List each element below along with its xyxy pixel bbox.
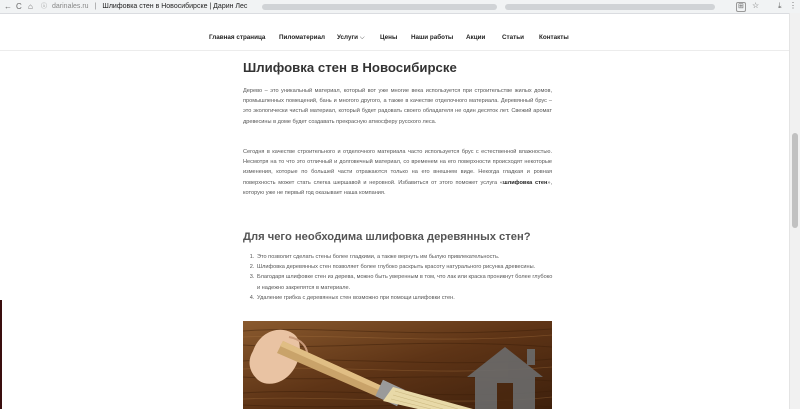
section-heading: Для чего необходима шлифовка деревянных стен? [243, 231, 531, 243]
download-icon[interactable]: ⤓ [778, 1, 782, 10]
nav-item-services-label: Услуги [337, 34, 358, 41]
page-title: Шлифовка стен в Новосибирске [243, 60, 457, 75]
left-edge-strip [0, 300, 2, 409]
nav-item-articles[interactable]: Статьи [502, 34, 524, 41]
nav-item-our-works[interactable]: Наши работы [411, 34, 454, 41]
blurred-tab-strip-2 [505, 4, 715, 10]
page-tab-title: Шлифовка стен в Новосибирске | Дарин Лес [102, 3, 248, 10]
star-icon[interactable]: ☆ [752, 1, 760, 10]
nav-item-home[interactable]: Главная страница [209, 34, 266, 41]
blurred-tab-strip [262, 4, 497, 10]
scrollbar-thumb[interactable] [792, 133, 798, 228]
home-icon[interactable]: ⌂ [28, 2, 33, 11]
list-item: 3. Благодаря шлифовке стен из дерева, можно быть уверенным в том, что лак или краска проникнут более глубоко и надежно закрепятся в материале. [256, 272, 556, 292]
extension-icon[interactable]: ⊞ [738, 3, 744, 10]
address-bar[interactable] [52, 2, 247, 11]
menu-icon[interactable]: ⋮ [789, 1, 797, 10]
chevron-down-icon: ⌵ [359, 34, 365, 41]
site-info-icon[interactable]: ⓘ [41, 4, 48, 10]
paragraph-2-text-end: », которую уже не первый год оказывает наша компания. [243, 179, 552, 196]
benefits-list [243, 252, 556, 303]
page-scrollbar[interactable] [789, 13, 800, 409]
service-link-text: шлифовка стен [503, 179, 548, 186]
url-separator: | [94, 3, 97, 10]
nav-item-lumber[interactable]: Пиломатериал [279, 34, 325, 41]
url-domain: darinales.ru [52, 3, 89, 10]
list-item: 4. Удаление грибка с деревянных стен возможно при помощи шлифовки стен. [256, 293, 556, 303]
nav-item-prices[interactable]: Цены [380, 34, 398, 41]
article-paragraph-1: Дерево – это уникальный материал, который вот уже многие века используется при строительстве жилых домов, промышленных помещений, бань и многого другого, а также в качестве отделочного материала. Деревянный брус – это экологически чистый материал, который будет радовать своего обладателя не один десяток лет. Свежий аромат древесины в доме будет создавать прекрасную атмосферу русского леса. [243, 88, 552, 125]
paragraph-2-text: Сегодня в качестве строительного и отделочного материала часто используется брус с естественной влажностью. Несмотря на то что это отличный и долговечный материал, со временем на его поверхности происходят некоторые изменения, которые по большей части отражаются только на его внешнем виде. Некогда гладкая и ровная поверхность может стать слегка шершавой и неровной. Избавиться от этого поможет услуга « [243, 149, 552, 186]
list-item: 1. Это позволит сделать стены более гладкими, а также вернуть им былую привлекательность. [256, 252, 556, 262]
nav-item-services[interactable] [337, 34, 364, 42]
browser-toolbar [0, 0, 800, 14]
article-paragraph-2 [243, 147, 552, 198]
list-item: 2. Шлифовка деревянных стен позволяет более глубоко раскрыть красоту натурального рисунка древесины. [256, 262, 556, 272]
nav-item-promotions[interactable]: Акции [466, 34, 486, 41]
reload-icon[interactable]: C [16, 2, 22, 11]
nav-item-contacts[interactable]: Контакты [539, 34, 569, 41]
wood-brush-image [243, 321, 552, 409]
site-navigation [0, 26, 790, 51]
wood-brush-photo [243, 321, 552, 409]
back-icon[interactable]: ← [4, 2, 12, 11]
